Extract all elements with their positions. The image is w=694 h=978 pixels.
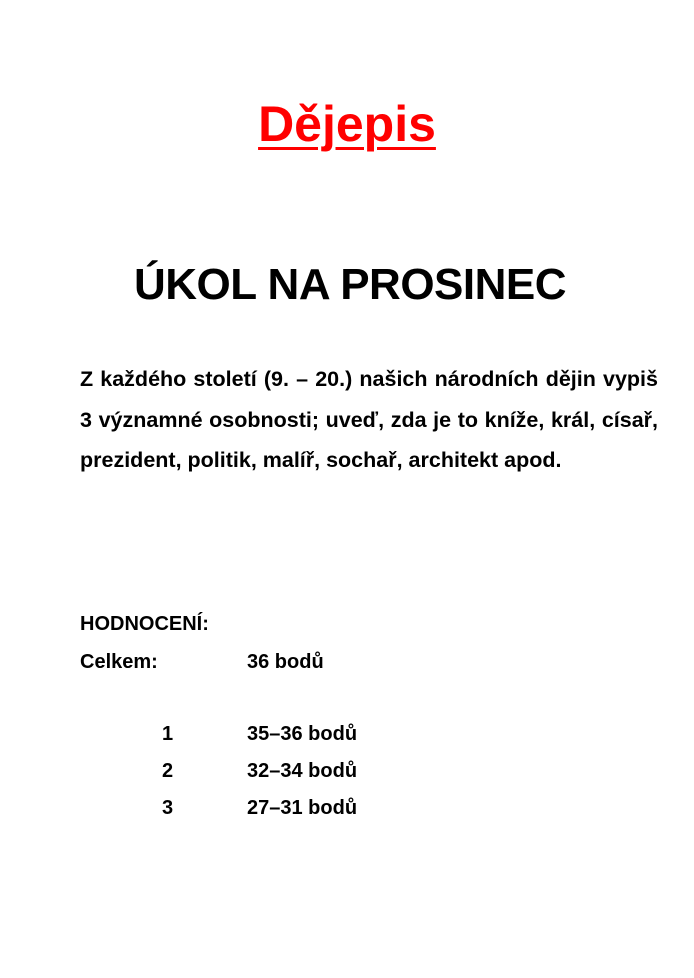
grade-row (0, 720, 694, 750)
grade-number: 3 (162, 797, 174, 819)
grade-number: 2 (162, 760, 174, 782)
document-title (0, 92, 694, 156)
evaluation-label: HODNOCENÍ: (80, 613, 209, 635)
grade-range: 35–36 bodů (247, 723, 358, 745)
grade-row (0, 757, 694, 787)
assignment-heading: ÚKOL NA PROSINEC (133, 260, 567, 309)
assignment-text: Z každého století (9. – 20.) našich národních dějin vypiš 3 významné osobnosti; uveď, zda je to kníže, král, císař, prezident, politik, malíř, sochař, architekt apod. (80, 367, 658, 472)
total-value: 36 bodů (247, 651, 324, 673)
grade-number: 1 (162, 723, 174, 745)
total-label: Celkem: (80, 651, 158, 673)
grade-range: 27–31 bodů (247, 797, 358, 819)
grade-range: 32–34 bodů (247, 760, 358, 782)
grade-row (0, 794, 694, 824)
title-text: Dějepis (258, 96, 436, 152)
